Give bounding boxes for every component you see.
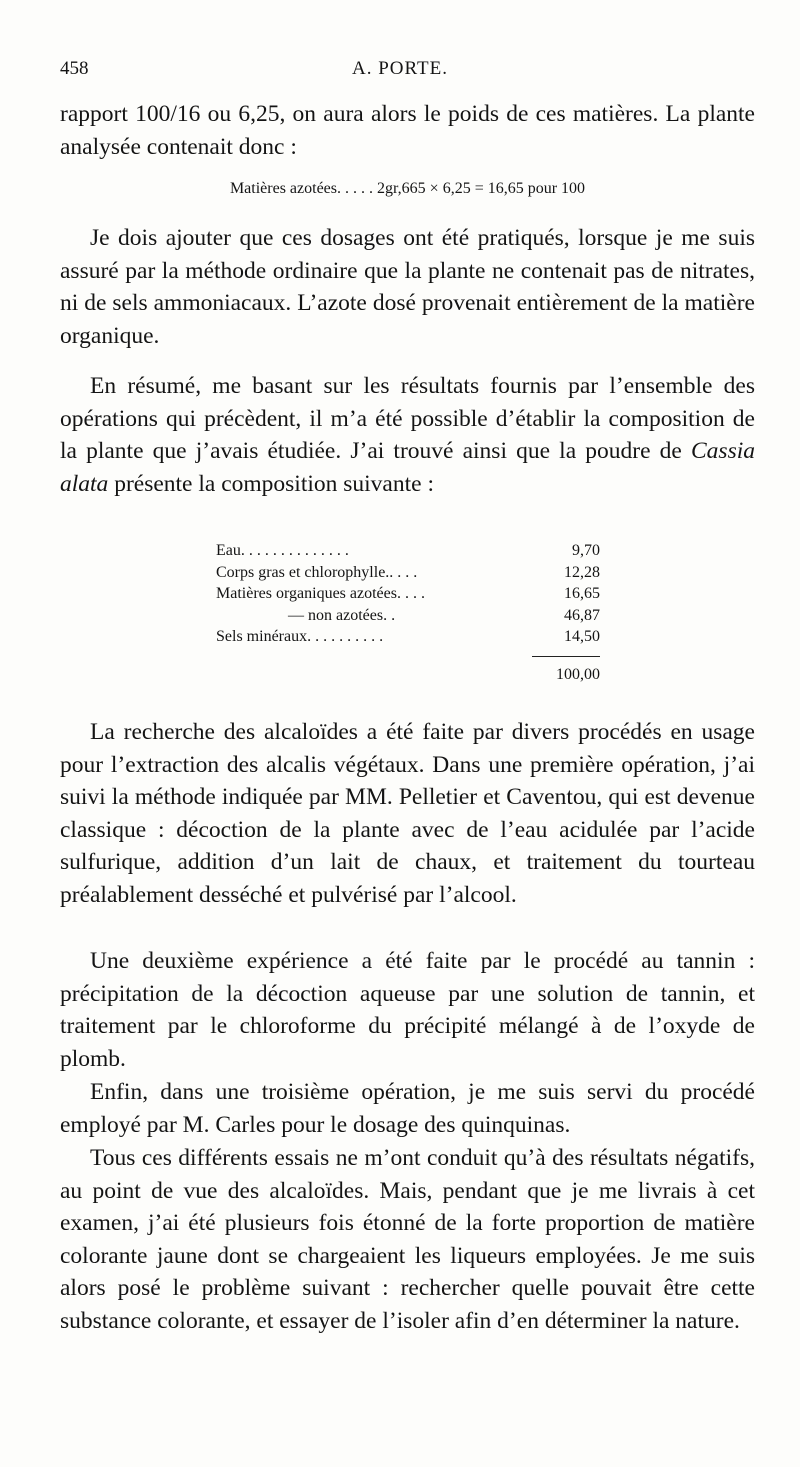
nitrogen-formula: Matières azotées. . . . . 2gr,665 × 6,25 = 16,65 pour 100 <box>229 180 586 197</box>
composition-label: Sels minéraux. . . . . . . . . . <box>216 628 384 645</box>
composition-label: Matières organiques azotées. . . . <box>216 585 425 602</box>
composition-value: 14,50 <box>564 628 600 645</box>
composition-label: — non azotées. . <box>288 606 396 624</box>
composition-row <box>216 562 600 584</box>
composition-value: 46,87 <box>564 606 600 624</box>
species-name: Cassia alata <box>60 438 755 497</box>
composition-row <box>216 626 600 648</box>
composition-label: Eau. . . . . . . . . . . . . . <box>216 542 349 559</box>
composition-value: 9,70 <box>572 542 600 559</box>
composition-label: Corps gras et chlorophylle.. . . . <box>216 563 418 581</box>
composition-row <box>216 583 600 605</box>
composition-row <box>216 540 600 562</box>
paragraph-summary <box>60 370 755 500</box>
summary-text-after: présente la composition suivante : <box>108 470 434 497</box>
paragraph-tannin-method: Une deuxième expérience a été faite par le procédé au tannin : précipitation de la décoction aqueuse par une solution de tannin, et traitement par le chloroforme du précipité mélangé à de l’oxyde de plomb. <box>60 948 755 1072</box>
composition-table <box>216 540 600 685</box>
sum-rule <box>532 656 600 657</box>
paragraph-dosage-note: Je dois ajouter que ces dosages ont été pratiqués, lorsque je me suis assuré par la méthode ordinaire que la plante ne contenait pas de nitrates, ni de sels ammoniacaux. L’azote dosé provenait entièrement de la matière organique. <box>60 225 755 349</box>
paragraph-continuation: rapport 100/16 ou 6,25, on aura alors le poids de ces matières. La plante analysée contenait donc : <box>60 101 755 160</box>
composition-value: 16,65 <box>564 585 600 602</box>
paragraph-alkaloid-search: La recherche des alcaloïdes a été faite par divers procédés en usage pour l’extraction des alcalis végétaux. Dans une première opération, j’ai suivi la méthode indiquée par MM. Pelletier et Caventou, qui est devenue classique : décoction de la plante avec de l’eau acidulée par l’acide sulfurique, addition d’un lait de chaux, et traitement du tourteau préalablement desséché et pulvérisé par l’alcool. <box>60 719 755 908</box>
composition-value: 12,28 <box>564 563 600 581</box>
page-header <box>60 58 740 88</box>
summary-text-before: En résumé, me basant sur les résultats fournis par l’ensemble des opérations qui précèdent, il m’a été possible d’établir la composition de la plante que j’avais étudiée. J’ai trouvé ainsi que la poudre de <box>60 373 755 465</box>
running-title: A. PORTE. <box>351 58 448 79</box>
paragraph-carles-method: Enfin, dans une troisième opération, je me suis servi du procédé employé par M. Carles pour le dosage des quinquinas. <box>60 1079 755 1138</box>
composition-row <box>216 605 600 627</box>
paragraph-results: Tous ces différents essais ne m’ont conduit qu’à des résultats négatifs, au point de vue des alcaloïdes. Mais, pendant que je me livrais à cet examen, j’ai été plusieurs fois étonné de la forte proportion de matière colorante jaune dont se chargeaient les liqueurs employées. Je me suis alors posé le problème suivant : rechercher quelle pouvait être cette substance colorante, et essayer de l’isoler afin d’en déterminer la nature. <box>60 1145 755 1334</box>
page-number: 458 <box>60 58 89 79</box>
composition-total: 100,00 <box>556 665 600 683</box>
